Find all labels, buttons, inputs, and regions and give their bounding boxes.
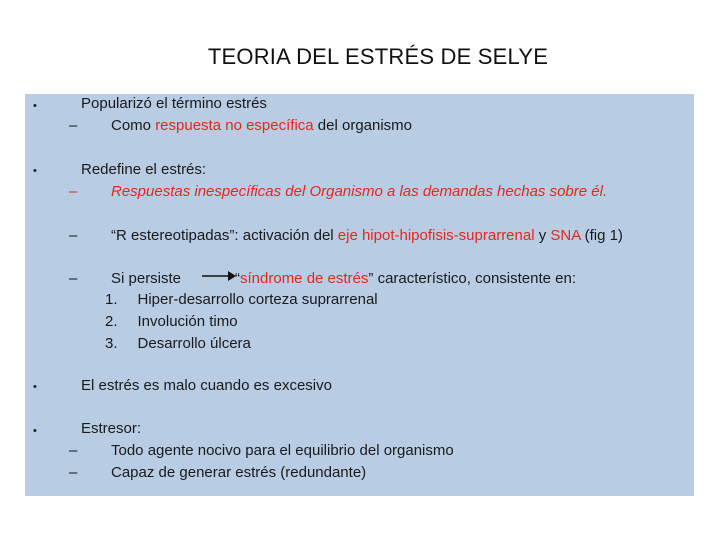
item-4-sub-1: Todo agente nocivo para el equilibrio del organismo — [111, 442, 454, 459]
dash-marker: – — [69, 227, 78, 244]
item-1-text: Popularizó el término estrés — [81, 95, 267, 112]
highlight-sna: SNA — [550, 227, 581, 244]
item-2-sub-1: Respuestas inespecíficas del Organismo a las demandas hechas sobre él. — [111, 183, 608, 200]
numbered-item-1: 1. Hiper-desarrollo corteza suprarrenal — [105, 291, 378, 308]
highlight-sindrome: síndrome de estrés — [240, 270, 369, 287]
item-2-sub-2: “R estereotipadas”: activación del eje hipot-hipofisis-suprarrenal y SNA (fig 1) — [111, 227, 623, 244]
dash-marker: – — [69, 117, 78, 134]
item-3-text: El estrés es malo cuando es excesivo — [81, 377, 332, 394]
highlight-respuesta: respuesta no específica — [155, 117, 314, 134]
bullet-marker: • — [33, 381, 37, 393]
item-2-sub-3-rest: “síndrome de estrés” característico, consistente en: — [235, 270, 576, 287]
item-2-text: Redefine el estrés: — [81, 161, 207, 178]
dash-marker: – — [69, 464, 78, 481]
item-4-text: Estresor: — [81, 420, 142, 437]
content-panel — [25, 94, 694, 496]
bullet-marker: • — [33, 425, 37, 437]
item-4-sub-2: Capaz de generar estrés (redundante) — [111, 464, 367, 481]
numbered-item-2: 2. Involución timo — [105, 313, 238, 330]
right-arrow-icon — [201, 268, 237, 282]
slide-title: TEORIA DEL ESTRÉS DE SELYE — [207, 44, 549, 69]
bullet-marker: • — [33, 165, 37, 177]
bullet-marker: • — [33, 100, 37, 112]
numbered-item-3: 3. Desarrollo úlcera — [105, 335, 251, 352]
item-1-sub-1: Como respuesta no específica del organismo — [111, 117, 413, 134]
dash-marker: – — [69, 183, 78, 200]
dash-marker: – — [69, 442, 78, 459]
highlight-eje: eje hipot-hipofisis-suprarrenal — [337, 227, 535, 244]
dash-marker: – — [69, 270, 78, 287]
item-2-sub-3-lead: Si persiste — [111, 270, 182, 287]
